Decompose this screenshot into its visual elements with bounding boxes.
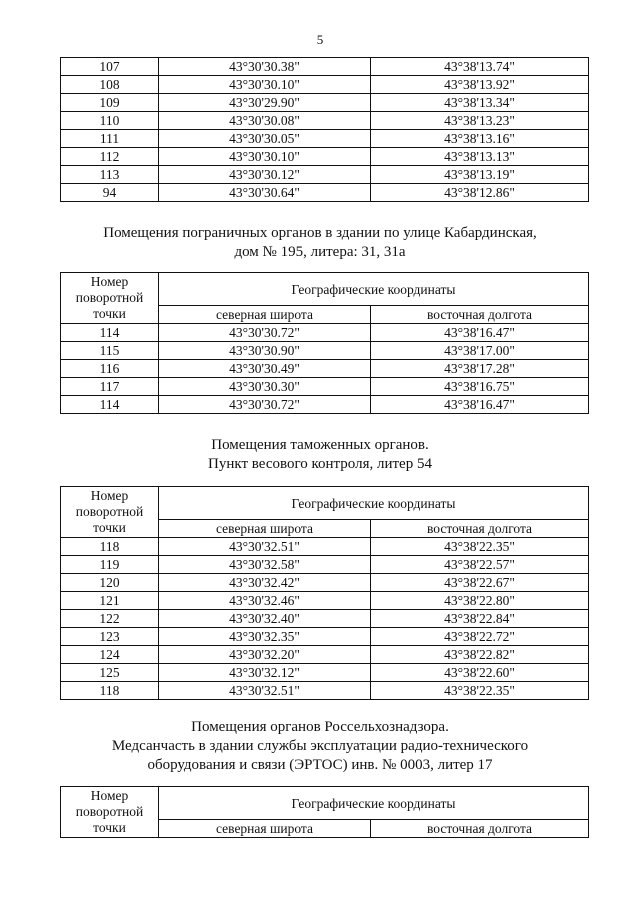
- table-row: [61, 58, 589, 76]
- latitude-value: 43°30'30.05": [159, 130, 371, 148]
- header-text: поворотной: [75, 804, 144, 819]
- longitude-value: 43°38'16.47": [371, 396, 589, 414]
- table-row: [61, 184, 589, 202]
- header-text: Номер: [90, 488, 129, 503]
- heading-line: Помещения органов Россельхознадзора.: [191, 719, 449, 735]
- longitude-value: 43°38'22.57": [371, 556, 589, 574]
- table-row: [61, 574, 589, 592]
- point-number: 114: [61, 396, 159, 414]
- latitude-value: 43°30'32.42": [159, 574, 371, 592]
- point-number: 110: [61, 112, 159, 130]
- rosselkhoznadzor-section-heading: [0, 718, 640, 775]
- longitude-value: 43°38'17.28": [371, 360, 589, 378]
- point-number: 125: [61, 664, 159, 682]
- latitude-value: 43°30'32.58": [159, 556, 371, 574]
- point-number: 108: [61, 76, 159, 94]
- latitude-value: 43°30'32.51": [159, 538, 371, 556]
- geo-coordinates-header: Географические координаты: [159, 787, 589, 820]
- longitude-value: 43°38'22.60": [371, 664, 589, 682]
- latitude-value: 43°30'30.30": [159, 378, 371, 396]
- latitude-value: 43°30'32.20": [159, 646, 371, 664]
- longitude-header: восточная долгота: [371, 306, 589, 324]
- longitude-value: 43°38'13.16": [371, 130, 589, 148]
- point-number: 113: [61, 166, 159, 184]
- table-row: [61, 610, 589, 628]
- latitude-value: 43°30'30.12": [159, 166, 371, 184]
- table-row: [61, 378, 589, 396]
- header-text: поворотной: [75, 504, 144, 519]
- coordinates-table-rosselkhoznadzor: [60, 786, 589, 838]
- header-text: Номер: [90, 788, 129, 803]
- heading-line: Помещения пограничных органов в здании по улице Кабардинская,: [103, 225, 537, 241]
- point-number: 118: [61, 682, 159, 700]
- table-row: [61, 112, 589, 130]
- latitude-value: 43°30'32.12": [159, 664, 371, 682]
- heading-line: дом № 195, литера: 31, 31а: [234, 244, 406, 260]
- latitude-value: 43°30'30.10": [159, 148, 371, 166]
- border-section-heading: [0, 224, 640, 262]
- point-number: 117: [61, 378, 159, 396]
- longitude-value: 43°38'13.92": [371, 76, 589, 94]
- point-number-header: [61, 787, 159, 838]
- point-number: 120: [61, 574, 159, 592]
- heading-line: Медсанчасть в здании службы эксплуатации радио-технического: [111, 738, 529, 754]
- latitude-header: северная широта: [159, 520, 371, 538]
- latitude-value: 43°30'30.10": [159, 76, 371, 94]
- table-row: [61, 166, 589, 184]
- longitude-value: 43°38'22.84": [371, 610, 589, 628]
- point-number-header: [61, 273, 159, 324]
- table-row: [61, 94, 589, 112]
- point-number: 112: [61, 148, 159, 166]
- table-row: [61, 396, 589, 414]
- coordinates-table-continued: [60, 57, 589, 202]
- heading-line: Пункт весового контроля, литер 54: [208, 456, 432, 472]
- longitude-header: восточная долгота: [371, 820, 589, 838]
- longitude-value: 43°38'22.35": [371, 682, 589, 700]
- latitude-value: 43°30'30.38": [159, 58, 371, 76]
- longitude-value: 43°38'22.67": [371, 574, 589, 592]
- header-text: поворотной: [75, 290, 144, 305]
- table-row: [61, 682, 589, 700]
- latitude-header: северная широта: [159, 820, 371, 838]
- longitude-value: 43°38'13.34": [371, 94, 589, 112]
- table-row: [61, 324, 589, 342]
- latitude-value: 43°30'30.72": [159, 396, 371, 414]
- table-row: [61, 646, 589, 664]
- point-number: 122: [61, 610, 159, 628]
- table-row: [61, 628, 589, 646]
- latitude-value: 43°30'32.46": [159, 592, 371, 610]
- table-row: [61, 538, 589, 556]
- point-number: 124: [61, 646, 159, 664]
- latitude-value: 43°30'32.35": [159, 628, 371, 646]
- longitude-value: 43°38'17.00": [371, 342, 589, 360]
- point-number: 109: [61, 94, 159, 112]
- table-row: [61, 148, 589, 166]
- latitude-value: 43°30'29.90": [159, 94, 371, 112]
- point-number: 119: [61, 556, 159, 574]
- table-row: [61, 556, 589, 574]
- longitude-value: 43°38'22.35": [371, 538, 589, 556]
- point-number: 118: [61, 538, 159, 556]
- longitude-value: 43°38'16.47": [371, 324, 589, 342]
- point-number: 107: [61, 58, 159, 76]
- latitude-value: 43°30'30.64": [159, 184, 371, 202]
- longitude-value: 43°38'13.19": [371, 166, 589, 184]
- latitude-header: северная широта: [159, 306, 371, 324]
- coordinates-table-border: [60, 272, 589, 414]
- table-row: [61, 592, 589, 610]
- point-number: 115: [61, 342, 159, 360]
- heading-line: Помещения таможенных органов.: [211, 437, 429, 453]
- coordinates-table-customs: [60, 486, 589, 700]
- header-text: точки: [93, 520, 126, 535]
- latitude-value: 43°30'30.90": [159, 342, 371, 360]
- geo-coordinates-header: Географические координаты: [159, 487, 589, 520]
- latitude-value: 43°30'32.40": [159, 610, 371, 628]
- longitude-value: 43°38'13.74": [371, 58, 589, 76]
- longitude-value: 43°38'13.23": [371, 112, 589, 130]
- latitude-value: 43°30'32.51": [159, 682, 371, 700]
- longitude-value: 43°38'22.72": [371, 628, 589, 646]
- table-row: [61, 360, 589, 378]
- table-row: [61, 664, 589, 682]
- longitude-header: восточная долгота: [371, 520, 589, 538]
- longitude-value: 43°38'22.82": [371, 646, 589, 664]
- geo-coordinates-header: Географические координаты: [159, 273, 589, 306]
- page-number: 5: [316, 32, 324, 47]
- point-number: 116: [61, 360, 159, 378]
- point-number: 94: [61, 184, 159, 202]
- header-text: точки: [93, 820, 126, 835]
- longitude-value: 43°38'22.80": [371, 592, 589, 610]
- point-number: 114: [61, 324, 159, 342]
- longitude-value: 43°38'12.86": [371, 184, 589, 202]
- customs-section-heading: [0, 436, 640, 474]
- longitude-value: 43°38'16.75": [371, 378, 589, 396]
- header-text: Номер: [90, 274, 129, 289]
- latitude-value: 43°30'30.08": [159, 112, 371, 130]
- table-row: [61, 76, 589, 94]
- longitude-value: 43°38'13.13": [371, 148, 589, 166]
- point-number: 123: [61, 628, 159, 646]
- table-row: [61, 130, 589, 148]
- point-number: 121: [61, 592, 159, 610]
- latitude-value: 43°30'30.49": [159, 360, 371, 378]
- point-number: 111: [61, 130, 159, 148]
- point-number-header: [61, 487, 159, 538]
- table-row: [61, 342, 589, 360]
- latitude-value: 43°30'30.72": [159, 324, 371, 342]
- heading-line: оборудования и связи (ЭРТОС) инв. № 0003, литер 17: [147, 757, 493, 773]
- header-text: точки: [93, 306, 126, 321]
